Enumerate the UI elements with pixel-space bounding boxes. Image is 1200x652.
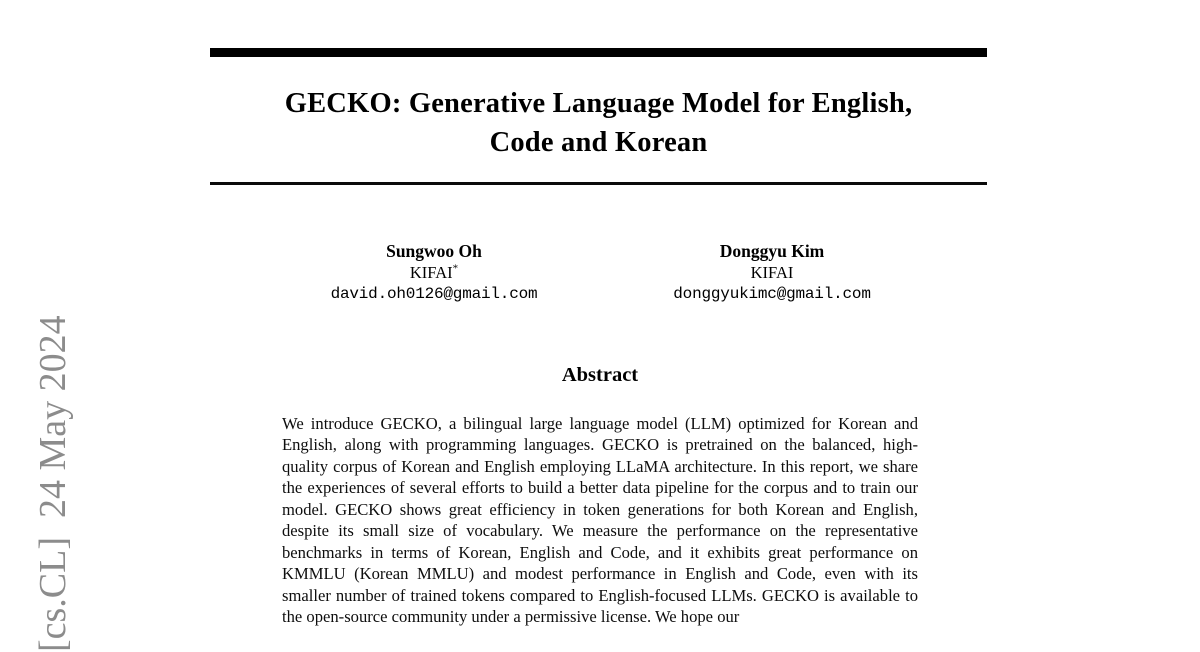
author-affiliation (637, 262, 907, 283)
author-name: Sungwoo Oh (386, 241, 482, 261)
author-block-2 (637, 240, 907, 304)
arxiv-watermark: [cs.CL] 24 May 2024 (32, 315, 74, 652)
paper-title (210, 84, 987, 162)
author-email: david.oh0126@gmail.com (330, 285, 538, 303)
title-rule-bottom (210, 182, 987, 185)
abstract-heading: Abstract (561, 364, 639, 386)
abstract-text: We introduce GECKO, a bilingual large language model (LLM) optimized for Korean and English, along with programming languages. GECKO is pretrained on the balanced, high-quality corpus of Korean and English employing LLaMA architecture. In this report, we share the experiences of several efforts to build a better data pipeline for the corpus and to train our model. GECKO shows great efficiency in token generations for both Korean and English, despite its small size of vocabulary. We measure the performance on the representative benchmarks in terms of Korean, English and Code, and it exhibits great performance on KMMLU (Korean MMLU) and modest performance in English and Code, even with its smaller number of trained tokens compared to English-focused LLMs. GECKO is available to the open-source community under a permissive license. We hope our (282, 414, 918, 627)
author-affiliation (299, 262, 569, 283)
paper-title-line-1: GECKO: Generative Language Model for English, (284, 88, 913, 119)
author-block-1 (299, 240, 569, 304)
paper-title-line-2: Code and Korean (489, 127, 708, 158)
title-rule-top (210, 48, 987, 57)
author-email: donggyukimc@gmail.com (673, 285, 871, 303)
affiliation-text: KIFAI (409, 263, 453, 282)
affiliation-asterisk: * (452, 262, 459, 275)
affiliation-text: KIFAI (750, 263, 794, 282)
author-name: Donggyu Kim (719, 241, 825, 261)
